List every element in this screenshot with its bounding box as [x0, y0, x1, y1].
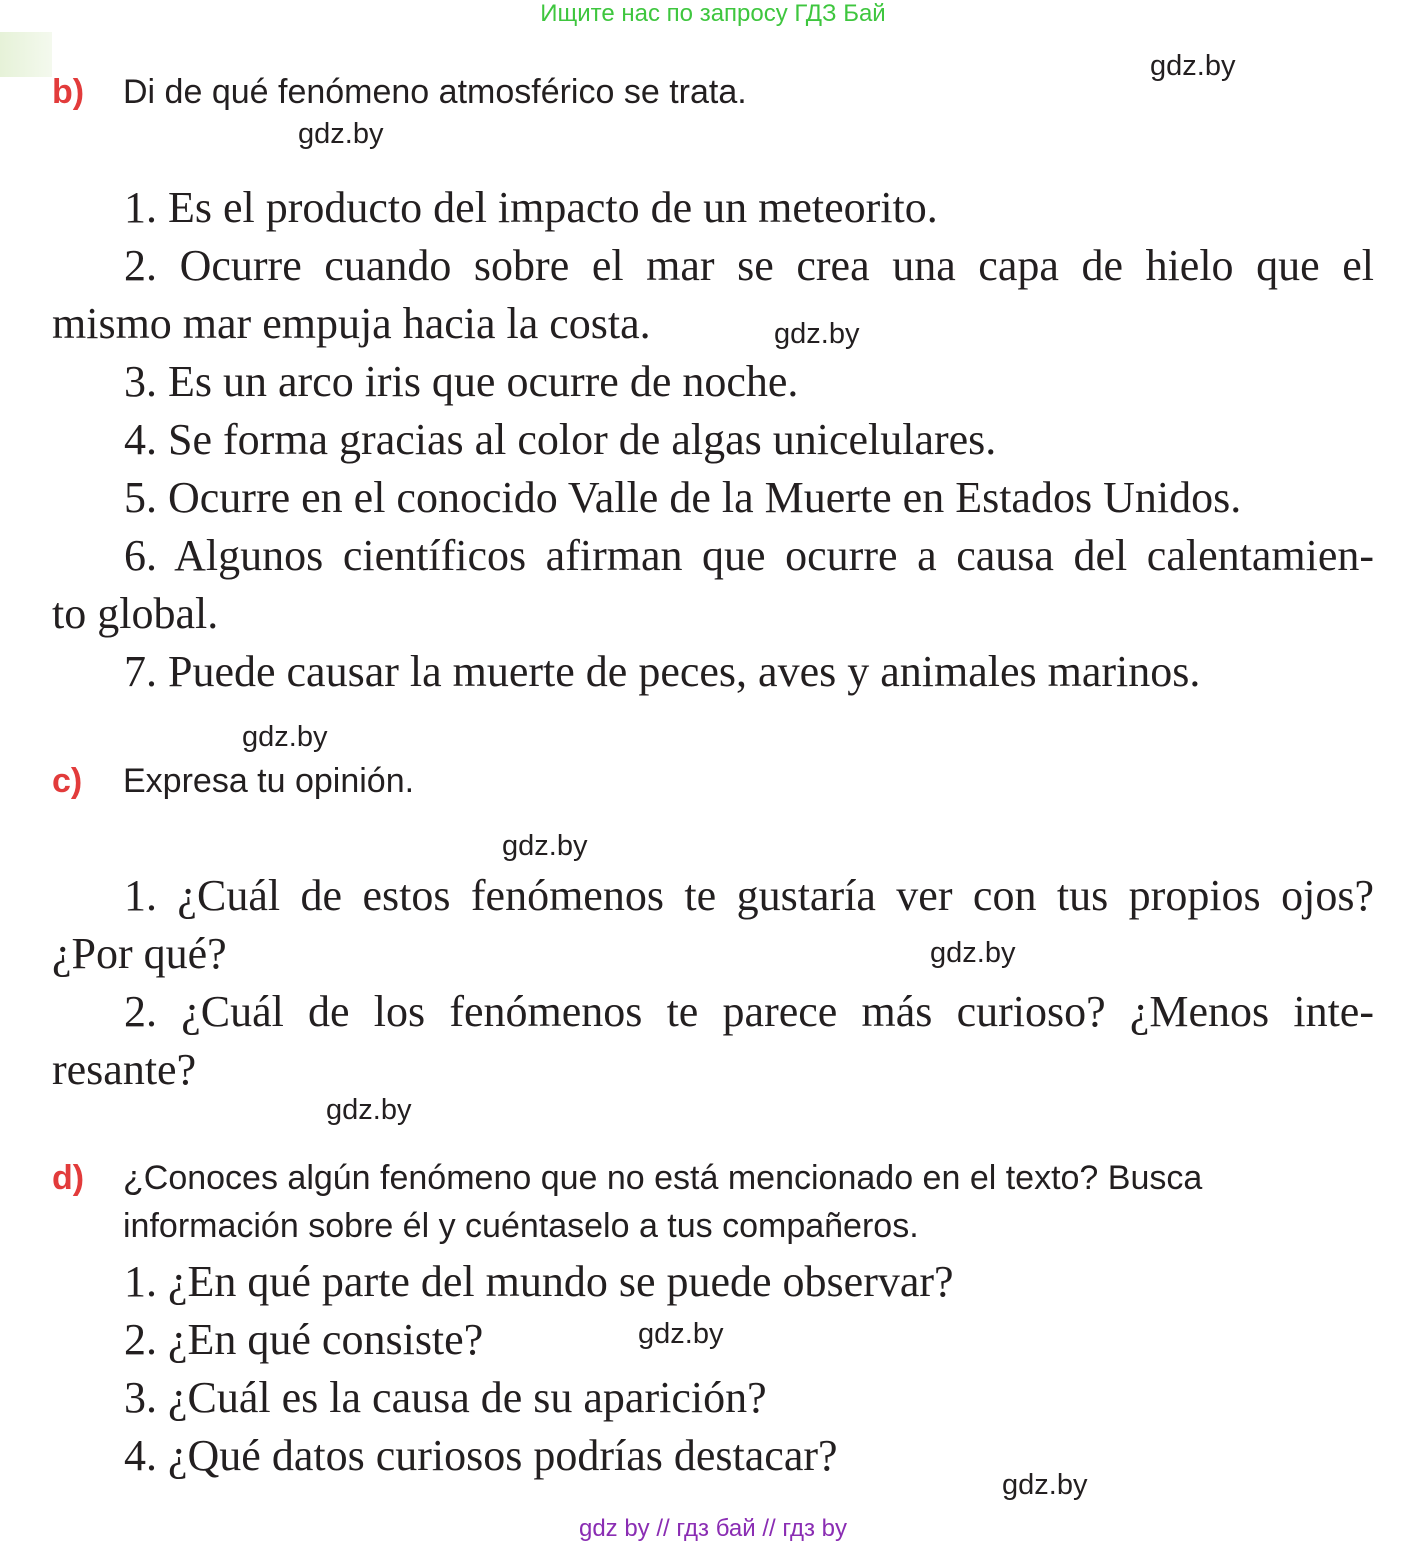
section-letter: b) — [52, 73, 85, 111]
list-item: 7. Puede causar la muerte de peces, aves y animales marinos. — [124, 647, 1201, 696]
list-item-continuation: mismo mar empuja hacia la costa. — [52, 299, 651, 348]
list-item: 3. Es un arco iris que ocurre de noche. — [124, 357, 799, 406]
corner-decoration — [0, 32, 52, 77]
list-item: 5. Ocurre en el conocido Valle de la Muerte en Estados Unidos. — [124, 473, 1242, 522]
watermark: gdz.by — [242, 721, 328, 753]
list-item-continuation: resante? — [52, 1045, 197, 1094]
list-item: 4. ¿Qué datos curiosos podrías destacar? — [124, 1431, 838, 1480]
list-item: 1. ¿En qué parte del mundo se puede observar? — [124, 1257, 954, 1306]
watermark: gdz.by — [502, 830, 588, 862]
section-letter: d) — [52, 1159, 85, 1197]
footer-links: gdz by // гдз бай // гдз by — [578, 1515, 848, 1542]
watermark: gdz.by — [638, 1318, 724, 1350]
list-item: 2. ¿En qué consiste? — [124, 1315, 484, 1364]
watermark: gdz.by — [930, 937, 1016, 969]
list-item: 1. Es el producto del impacto de un meteorito. — [124, 183, 938, 232]
watermark: gdz.by — [298, 118, 384, 150]
watermark: gdz.by — [1150, 50, 1236, 82]
section-prompt: ¿Conoces algún fenómeno que no está mencionado en el texto? Busca — [123, 1159, 1203, 1197]
list-item: 4. Se forma gracias al color de algas unicelulares. — [124, 415, 997, 464]
section-prompt: Expresa tu opinión. — [123, 762, 415, 800]
section-letter: c) — [52, 762, 83, 800]
list-item-continuation: to global. — [52, 589, 219, 638]
list-item: 2. ¿Cuál de los fenómenos te parece más curioso? ¿Menos inte- — [124, 987, 1374, 1036]
watermark: gdz.by — [326, 1094, 412, 1126]
list-item: 2. Ocurre cuando sobre el mar se crea una capa de hielo que el — [124, 241, 1374, 290]
list-item: 6. Algunos científicos afirman que ocurre a causa del calentamien- — [124, 531, 1374, 580]
section-prompt: Di de qué fenómeno atmosférico se trata. — [123, 73, 747, 111]
list-item-continuation: ¿Por qué? — [52, 929, 227, 978]
top-banner: Ищите нас по запросу ГДЗ Бай — [540, 0, 886, 27]
watermark: gdz.by — [1002, 1469, 1088, 1501]
list-item: 1. ¿Cuál de estos fenómenos te gustaría ver con tus propios ojos? — [124, 871, 1374, 920]
section-prompt: información sobre él y cuéntaselo a tus compañeros. — [123, 1207, 919, 1245]
watermark: gdz.by — [774, 318, 860, 350]
list-item: 3. ¿Cuál es la causa de su aparición? — [124, 1373, 767, 1422]
